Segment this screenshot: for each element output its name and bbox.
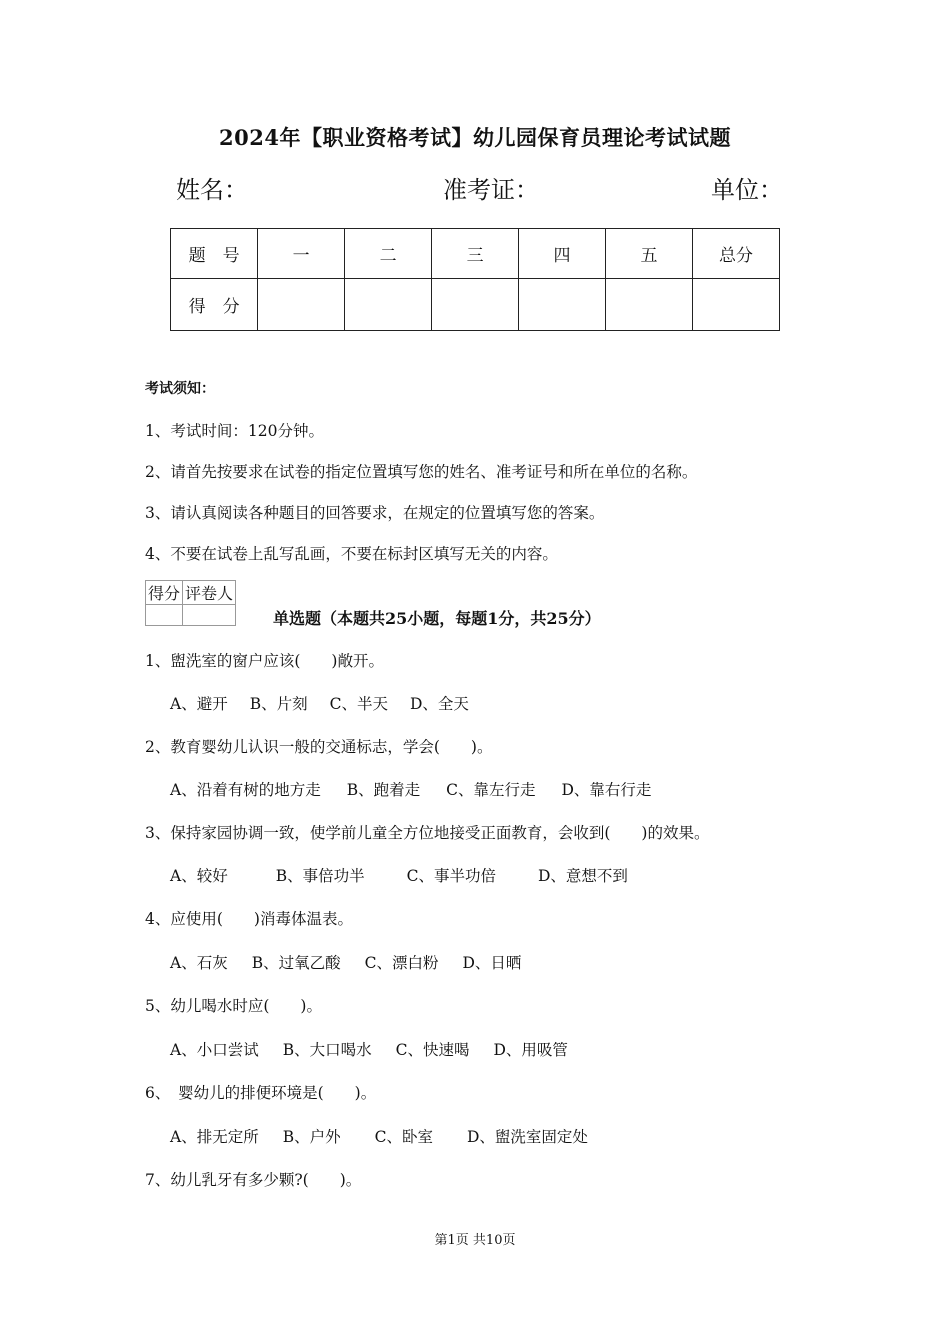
option[interactable]: D、意想不到: [537, 867, 628, 885]
option[interactable]: A、避开: [170, 695, 228, 713]
score-table-score-row: [171, 279, 780, 331]
notice-item: 3、请认真阅读各种题目的回答要求，在规定的位置填写您的答案。: [145, 504, 605, 522]
page-footer: 第1页 共10页: [434, 1233, 516, 1248]
option[interactable]: D、日晒: [462, 954, 522, 972]
question-options: [170, 951, 521, 973]
score-input-cell[interactable]: [606, 279, 693, 331]
option[interactable]: B、大口喝水: [282, 1041, 372, 1059]
question-options: [170, 864, 628, 886]
score-header-cell: 五: [606, 229, 693, 279]
grader-box: [145, 580, 236, 626]
score-input-cell[interactable]: [258, 279, 345, 331]
grader-score-label: 得分: [146, 581, 183, 605]
option[interactable]: C、半天: [329, 695, 388, 713]
exam-number-field-label: 准考证：: [443, 176, 539, 204]
option[interactable]: C、卧室: [374, 1128, 433, 1146]
score-table: [170, 228, 780, 331]
score-header-cell: 一: [258, 229, 345, 279]
grader-name-label: 评卷人: [183, 581, 236, 605]
option[interactable]: C、漂白粉: [364, 954, 439, 972]
option[interactable]: D、靠右行走: [561, 781, 652, 799]
unit-field-label: 单位：: [711, 176, 783, 204]
option[interactable]: D、盥洗室固定处: [466, 1128, 588, 1146]
option[interactable]: C、靠左行走: [446, 781, 536, 799]
question-options: [170, 778, 651, 800]
option[interactable]: A、石灰: [170, 954, 228, 972]
notice-item: 4、不要在试卷上乱写乱画，不要在标封区填写无关的内容。: [145, 545, 558, 563]
question-text: 3、保持家园协调一致，使学前儿童全方位地接受正面教育，会收到( )的效果。: [145, 824, 710, 842]
option[interactable]: A、较好: [170, 867, 228, 885]
option[interactable]: B、片刻: [249, 695, 308, 713]
option[interactable]: A、小口尝试: [170, 1041, 259, 1059]
option[interactable]: B、事倍功半: [275, 867, 365, 885]
score-header-cell: 三: [432, 229, 519, 279]
name-field-label: 姓名：: [176, 176, 248, 204]
score-header-cell: 四: [519, 229, 606, 279]
score-input-cell[interactable]: [519, 279, 606, 331]
question-text: 4、应使用( )消毒体温表。: [145, 910, 353, 928]
notice-title: 考试须知：: [145, 381, 215, 397]
page-title: 2024年【职业资格考试】幼儿园保育员理论考试试题: [219, 125, 731, 150]
question-text: 2、教育婴幼儿认识一般的交通标志，学会( )。: [145, 738, 493, 756]
score-input-cell[interactable]: [345, 279, 432, 331]
score-row-label: 得 分: [171, 279, 258, 331]
score-header-cell: 总分: [692, 229, 779, 279]
score-header-cell: 题 号: [171, 229, 258, 279]
section-title: 单选题（本题共25小题，每题1分，共25分）: [273, 609, 601, 628]
option[interactable]: A、沿着有树的地方走: [170, 781, 321, 799]
question-options: [170, 1038, 568, 1060]
option[interactable]: B、户外: [282, 1128, 341, 1146]
score-header-cell: 二: [345, 229, 432, 279]
option[interactable]: D、用吸管: [493, 1041, 568, 1059]
notice-item: 2、请首先按要求在试卷的指定位置填写您的姓名、准考证号和所在单位的名称。: [145, 463, 698, 481]
option[interactable]: B、跑着走: [346, 781, 421, 799]
option[interactable]: C、事半功倍: [406, 867, 496, 885]
score-input-cell[interactable]: [432, 279, 519, 331]
question-text: 7、幼儿乳牙有多少颗?( )。: [145, 1171, 362, 1189]
grader-score-cell[interactable]: [146, 605, 183, 626]
question-options: [170, 692, 469, 714]
score-input-cell[interactable]: [692, 279, 779, 331]
option[interactable]: C、快速喝: [395, 1041, 470, 1059]
option[interactable]: B、过氧乙酸: [251, 954, 341, 972]
question-options: [170, 1125, 588, 1147]
score-table-header-row: [171, 229, 780, 279]
notice-item: 1、考试时间：120分钟。: [145, 422, 324, 440]
question-text: 1、盥洗室的窗户应该( )敞开。: [145, 652, 384, 670]
question-text: 6、 婴幼儿的排便环境是( )。: [145, 1084, 377, 1102]
question-text: 5、幼儿喝水时应( )。: [145, 997, 322, 1015]
option[interactable]: A、排无定所: [170, 1128, 259, 1146]
grader-name-cell[interactable]: [183, 605, 236, 626]
option[interactable]: D、全天: [409, 695, 469, 713]
